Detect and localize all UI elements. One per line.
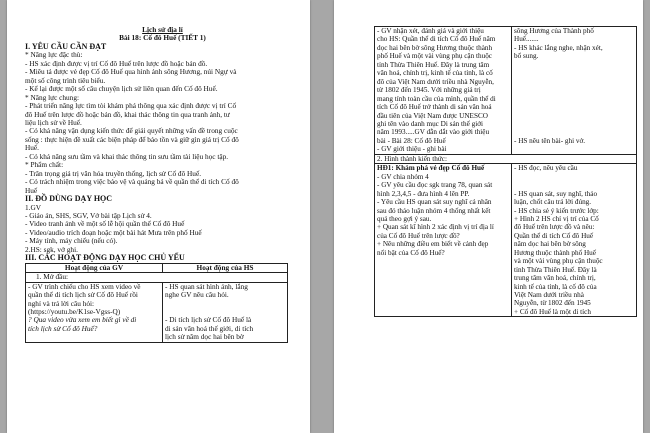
student-line: lịch sử năm dọc hai bên bờ: [165, 332, 244, 342]
objective-line: - Trân trọng giá trị văn hóa truyền thống, lịch sử Cố đô Huế.: [25, 168, 202, 178]
objective-line: - Có trách nhiệm trong việc bảo vệ và quảng bá về quần thể di tích Cố đô: [25, 177, 239, 187]
student-line: - HS quan sát, suy nghĩ, thảo: [514, 189, 598, 198]
teacher-line: dọc hai bên bờ sông Hương thuộc thành: [377, 43, 493, 52]
table-row: [375, 154, 637, 163]
student-line: luận, chốt câu trả lời đúng.: [514, 198, 592, 207]
student-activity-cell: [512, 164, 637, 317]
teacher-line: - GV nhận xét, đánh giá và giới thiệu: [377, 27, 484, 35]
table-row: [375, 164, 637, 317]
document-page-right: [334, 0, 643, 433]
objective-line: - Miêu tả được vẻ đẹp Cố đô Huế qua hình ảnh sông Hương, núi Ngự và: [25, 67, 237, 77]
student-line: Việt Nam dưới triều nhà: [514, 291, 584, 300]
material-line: - Giáo án, SHS, SGV, Vở bài tập Lịch sử 4.: [25, 210, 152, 220]
teacher-line: - GV chia nhóm 4: [377, 172, 429, 181]
objective-line: Huế: [25, 185, 38, 195]
page-left-content: [25, 26, 300, 343]
teacher-line: cho HS: Quần thể di tích Cố đô Huế năm: [377, 35, 496, 44]
objective-line: đô Huế trên lược đồ hoặc bản đồ, khai thác thông tin qua tranh ảnh, tư: [25, 109, 230, 119]
objective-line: * Phẩm chất:: [25, 160, 64, 170]
objective-line: - HS xác định được vị trí Cố đô Huế trên lược đồ hoặc bản đồ.: [25, 58, 208, 68]
teacher-line: - Yêu cầu HS quan sát suy nghĩ cả nhân: [377, 198, 492, 207]
student-line: - HS khác lắng nghe, nhận xét,: [514, 43, 603, 52]
objective-line: một số công trình tiêu biểu.: [25, 75, 106, 85]
student-line: + Hình 2 HS chỉ vị trí của Cố: [514, 214, 599, 223]
student-line: + Cố đô Huế là một di tích: [514, 307, 591, 316]
teacher-line: nghỉ và trả lời câu hỏi:: [28, 298, 95, 308]
teacher-line: sau đó thảo luận nhóm 4 thống nhất kết: [377, 206, 491, 215]
teacher-line: - GV giới thiệu - ghi bài: [377, 145, 447, 154]
student-line: bổ sung.: [514, 52, 539, 61]
student-line: kinh tế của tỉnh, là cố đô của: [514, 282, 597, 291]
material-line: 1.GV: [25, 202, 42, 212]
materials-text: [25, 204, 300, 255]
teacher-activity-cell: [375, 164, 512, 317]
header-teacher: Hoạt động của GV: [26, 263, 163, 272]
activity-heading: HĐ1: Khám phá vẻ đẹp Cố đô Huế: [377, 164, 485, 173]
section-heading-activities: III. CÁC HOẠT ĐỘNG DẠY HỌC CHỦ YẾU: [25, 253, 185, 263]
student-activity-cell: [163, 282, 288, 342]
student-line: - HS chia sẻ ý kiến trước lớp:: [514, 206, 599, 215]
teacher-line: mang tính toàn cầu của mình, quần thể di: [377, 94, 496, 103]
material-line: 2.HS: sgk, vở ghi.: [25, 244, 78, 254]
student-line: năm dọc hai bên bờ sông: [514, 240, 586, 249]
teacher-line: nổi bật của Cố đô Huế?: [377, 248, 445, 257]
student-line: - HS đọc, nêu yêu cầu: [514, 164, 578, 173]
student-line: di sản văn hoá thế giới, di tích: [165, 323, 254, 333]
objectives-text: [25, 51, 300, 195]
section-heading-materials: II. ĐỒ DÙNG DẠY HỌC: [25, 194, 113, 204]
teacher-line: năm 1993.....GV dẫn dắt vào giới thiệu: [377, 128, 490, 137]
material-line: - Video tranh ảnh về một số lễ hội quần thể Cố đô Huế: [25, 219, 185, 229]
objective-line: - Có khả năng sưu tầm và khai thác thông tin sưu tầm tài liệu học tập.: [25, 151, 229, 161]
student-line: Nguyễn, từ 1802 đến 1945: [514, 299, 591, 308]
activities-table: [25, 263, 288, 343]
objective-line: Huế.: [25, 143, 39, 153]
student-line: Quần thể di tích Cố đô Huế: [514, 231, 594, 240]
student-line: nghe GV nêu câu hỏi.: [165, 290, 229, 300]
table-row: [375, 27, 637, 155]
student-activity-cell: [512, 27, 637, 155]
teacher-line: đầu tiên của Việt Nam được UNESCO: [377, 111, 488, 120]
teacher-activity-cell: [375, 27, 512, 155]
teacher-line: tích lịch sử Cố đô Huế?: [28, 323, 98, 333]
teacher-line: + Quan sát kĩ hình 2 xác định vị trí địa lí: [377, 223, 494, 232]
objective-line: * Năng lực chung:: [25, 92, 80, 102]
teacher-line: - GV trình chiếu cho HS xem video về: [28, 281, 141, 291]
teacher-line: đô của Việt Nam dưới triều nhà Nguyễn,: [377, 77, 494, 86]
teacher-line: văn hoá, chính trị, kinh tế của tỉnh, là cố: [377, 69, 493, 78]
teacher-line: bài - Bài 28: Cố đô Huế: [377, 136, 446, 145]
cell-spacer: [514, 173, 634, 190]
teacher-activity-cell: [26, 282, 163, 342]
table-row: [26, 273, 288, 282]
objective-line: * Năng lực đặc thù:: [25, 50, 83, 60]
row-label-warmup: 1. Mở đầu:: [26, 273, 288, 282]
student-line: và một vài vùng phụ cận thuộc: [514, 257, 603, 266]
student-line: trung tâm văn hoá, chính trị,: [514, 274, 596, 283]
row-label-knowledge: 2. Hình thành kiến thức:: [375, 154, 637, 163]
cell-spacer: [165, 300, 285, 317]
doc-title: Lịch sử địa lí: [142, 25, 183, 34]
objective-line: - Phát triển năng lực tìm tòi khám phá thông qua xác định được vị trí Cố: [25, 101, 237, 111]
lesson-title: Bài 18: Cố đô Huế (TIẾT 1): [119, 33, 206, 43]
teacher-line: quần thể di tích lịch sử Cố đô Huế rồi: [28, 290, 138, 300]
material-line: - Máy tính, máy chiếu (nếu có).: [25, 236, 118, 246]
table-row: [26, 282, 288, 342]
student-line: đô Huế trên lược đồ và nêu:: [514, 223, 595, 232]
teacher-line: ? Qua video vừa xem em biết gì về di: [28, 315, 137, 325]
teacher-line: ghi tên vào danh mục Di sản thế giới: [377, 119, 484, 128]
student-line: Huế.......: [514, 35, 539, 44]
teacher-line: tích Cố đô Huế trở thành di sản văn hoá: [377, 103, 492, 112]
teacher-line: phố Huế và một vài vùng phụ cận thuộc: [377, 52, 492, 61]
teacher-line: (https://youtu.be/K1se-Vgss-Q): [28, 306, 121, 316]
material-line: - Video/audio trích đoạn hoặc một bài hát Mưa trên phố Huế: [25, 227, 202, 237]
student-line: - Di tích lịch sử Cố đô Huế là: [165, 315, 252, 325]
student-line: - HS nêu tên bài- ghi vở.: [514, 136, 586, 145]
teacher-line: + Nêu những điều em biết về cảnh đẹp: [377, 240, 489, 249]
activities-table-continued: [374, 26, 637, 317]
student-line: Hương thuộc thành phố Huế: [514, 248, 596, 257]
section-heading-objectives: I. YÊU CẦU CẦN ĐẠT: [25, 41, 107, 51]
objective-line: sống : thực hiện đề xuất các biện pháp để bảo tồn và giữ gìn giá trị Cố đô: [25, 134, 239, 144]
teacher-line: quả theo gợi ý sau.: [377, 214, 432, 223]
objective-line: - Kể lại được một số câu chuyện lịch sử liên quan đến Cố đô Huế.: [25, 84, 218, 94]
teacher-line: tỉnh Thừa Thiên Huế. Đây là trung tâm: [377, 60, 490, 69]
objective-line: - Có khả năng vận dụng kiến thức để giải quyết những vấn đề trong cuộc: [25, 126, 238, 136]
student-line: - HS quan sát hình ảnh, lắng: [165, 281, 248, 291]
teacher-line: của Cố đô Huế trên lược đồ?: [377, 231, 460, 240]
header-students: Hoạt động của HS: [163, 263, 288, 272]
teacher-line: từ 1802 đến 1945. Với những giá trị: [377, 86, 481, 95]
objective-line: liệu lịch sử về Huế.: [25, 117, 82, 127]
student-line: tỉnh Thừa Thiên Huế. Đây là: [514, 265, 597, 274]
student-line: sông Hương của Thành phố: [514, 27, 594, 35]
teacher-line: hình 2,3,4,5 - đưa hình 4 lên PP.: [377, 189, 470, 198]
teacher-line: - GV yêu cầu đọc sgk trang 78, quan sát: [377, 181, 493, 190]
document-page-left: [7, 0, 310, 433]
cell-spacer: [514, 61, 634, 137]
